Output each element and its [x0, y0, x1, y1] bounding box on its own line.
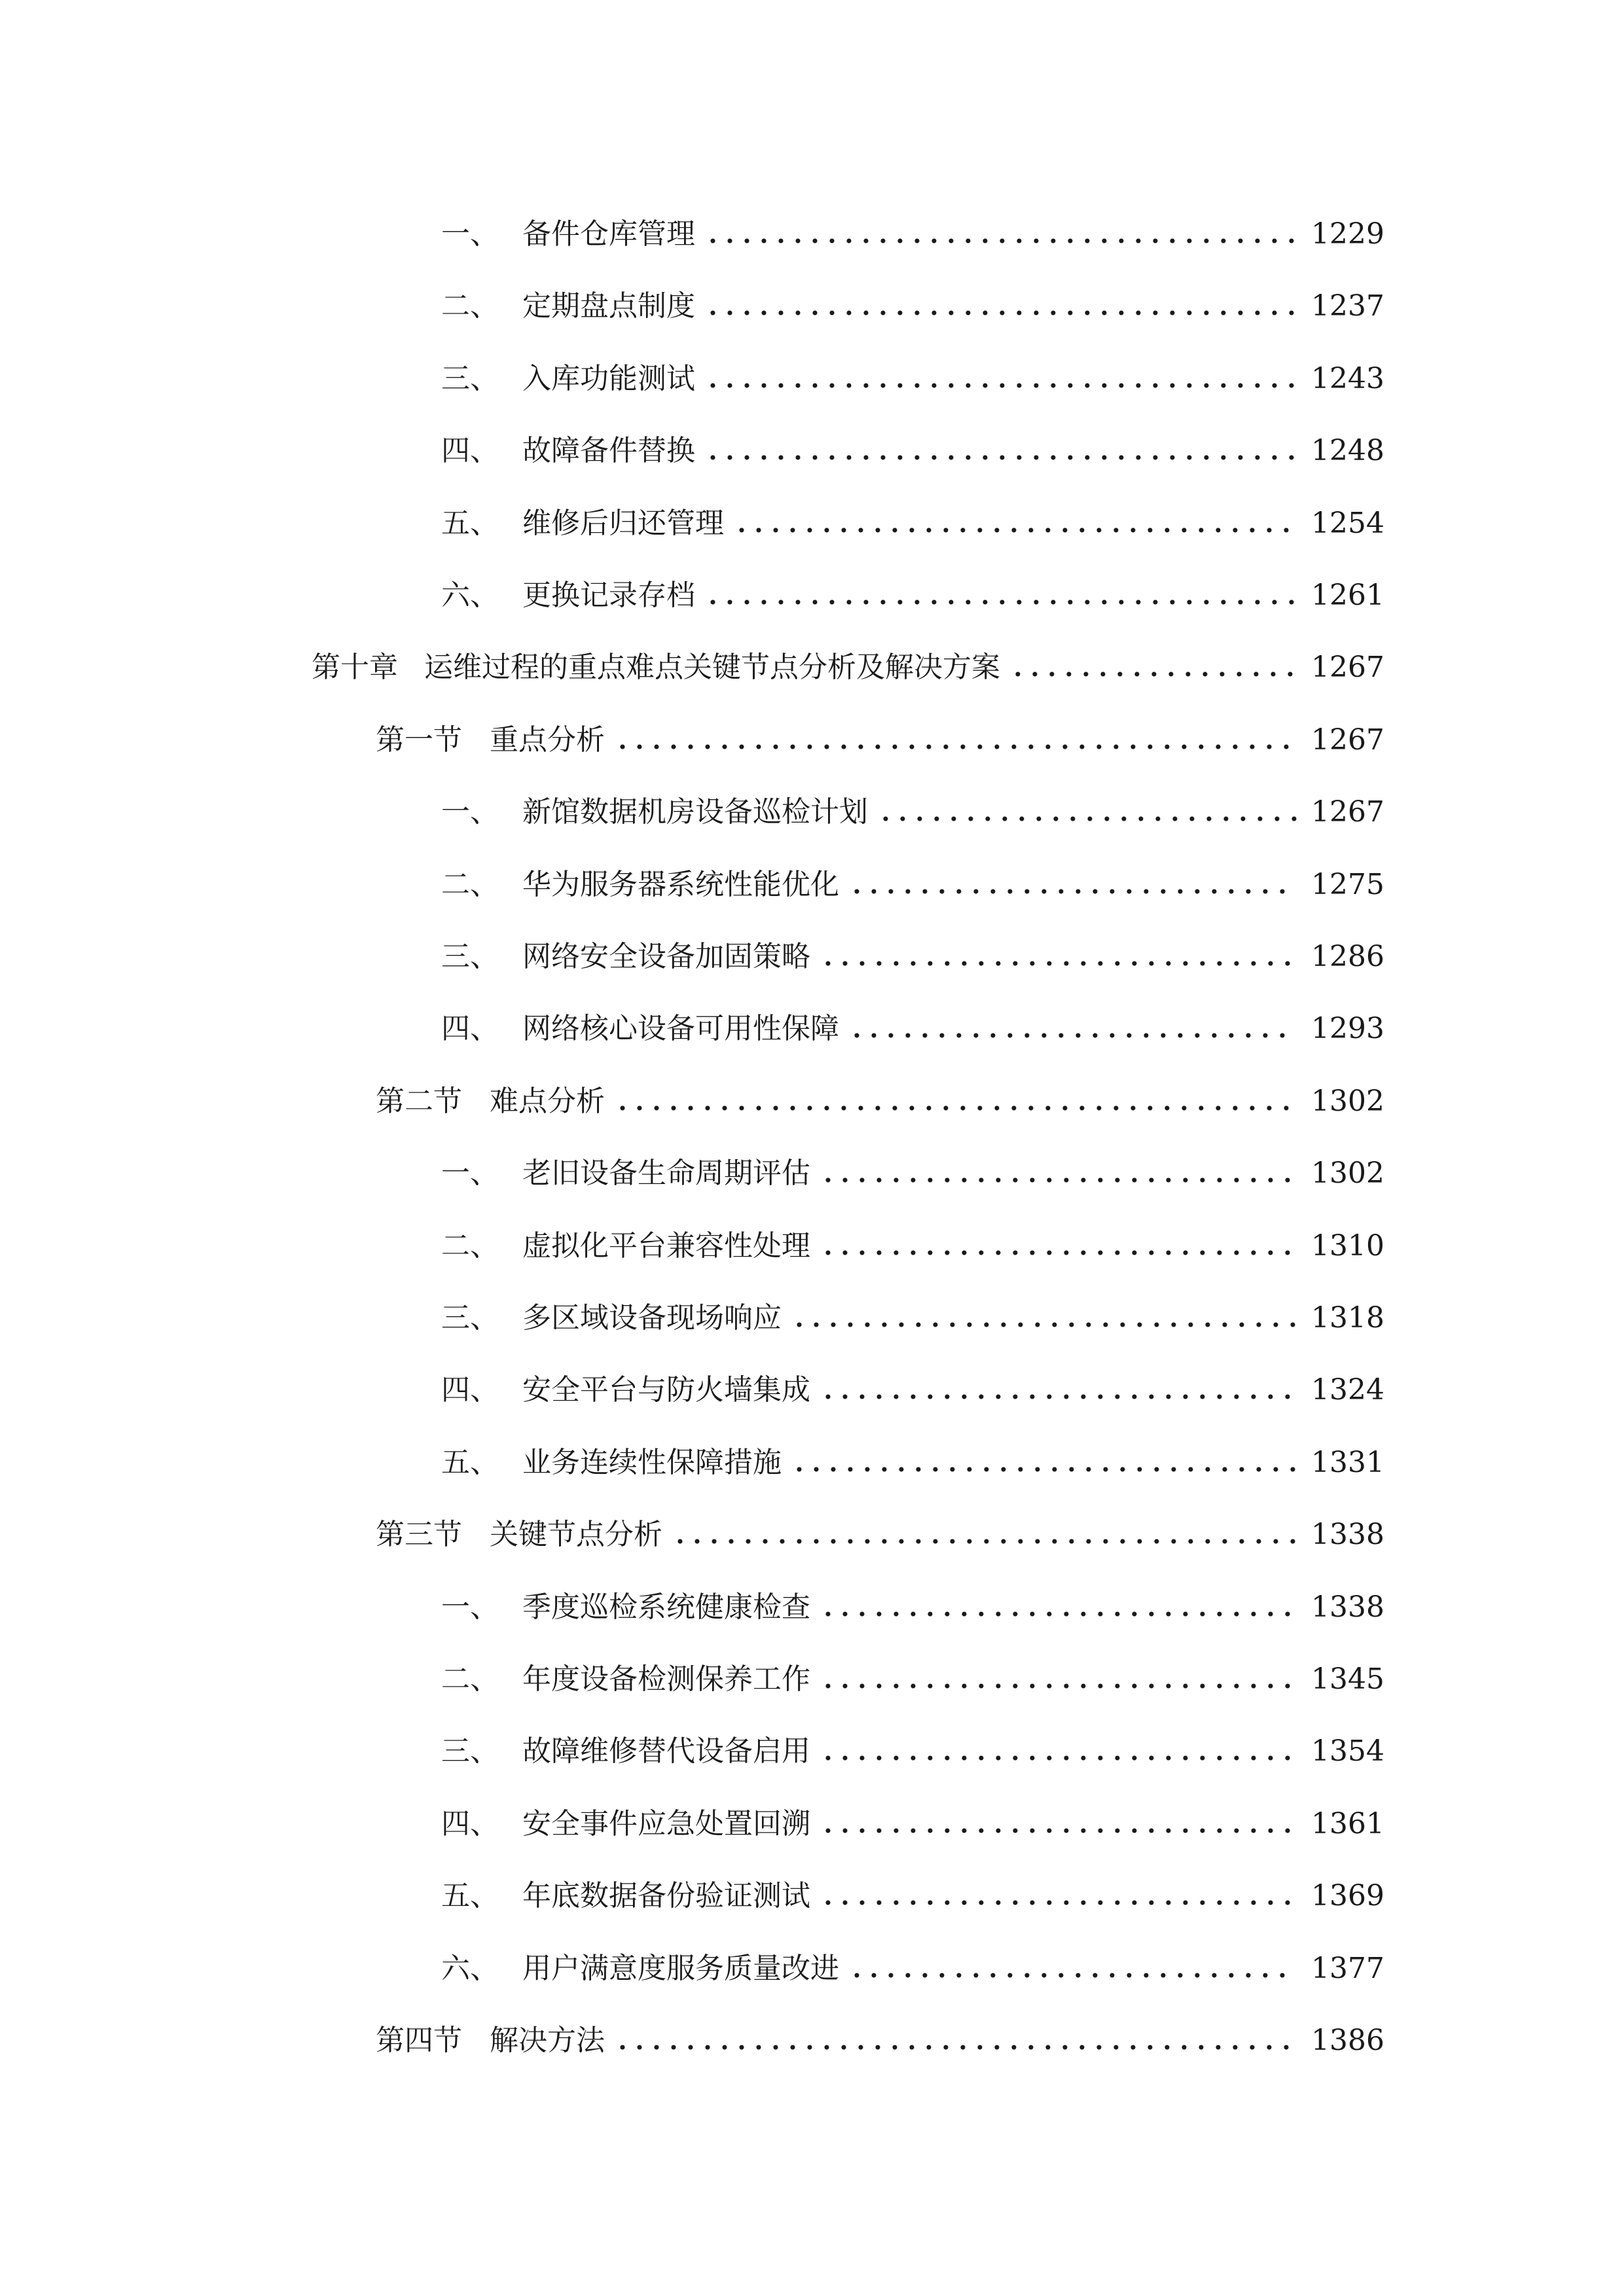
toc-entry-number: 六、	[441, 579, 499, 612]
toc-entry-number: 三、	[441, 361, 499, 395]
toc-entry-number: 三、	[441, 1734, 499, 1768]
toc-dot-leader	[614, 744, 1297, 750]
toc-entry-page-number: 1310	[1311, 1229, 1384, 1263]
toc-entry-page-number: 1302	[1311, 1084, 1384, 1118]
toc-entry-number: 三、	[441, 1301, 499, 1335]
toc-entry-title: 业务连续性保障措施	[522, 1445, 782, 1479]
toc-entry-number: 第十章	[312, 651, 398, 685]
toc-entry-page-number: 1275	[1311, 867, 1384, 901]
toc-entry-item[interactable]	[441, 348, 1384, 395]
toc-entry-title: 运维过程的重点难点关键节点分析及解决方案	[424, 651, 1000, 685]
toc-entry-item[interactable]	[441, 1865, 1384, 1913]
toc-entry-number: 第一节	[376, 723, 462, 757]
toc-entry-number: 二、	[441, 1229, 499, 1263]
toc-entry-title: 故障备件替换	[522, 434, 695, 468]
toc-dot-leader	[791, 1321, 1297, 1328]
toc-entry-number: 一、	[441, 795, 499, 829]
toc-entry-number: 五、	[441, 1879, 499, 1913]
toc-entry-item[interactable]	[441, 1287, 1384, 1335]
toc-entry-item[interactable]	[441, 781, 1384, 829]
toc-entry-number: 五、	[441, 1445, 499, 1479]
toc-entry-page-number: 1293	[1311, 1012, 1384, 1046]
toc-entry-page-number: 1248	[1311, 434, 1384, 468]
toc-dot-leader	[820, 1827, 1297, 1834]
toc-entry-title: 华为服务器系统性能优化	[522, 867, 839, 901]
toc-entry-page-number: 1338	[1311, 1518, 1384, 1552]
toc-dot-leader	[704, 382, 1297, 389]
toc-dot-leader	[1009, 671, 1297, 677]
toc-entry-item[interactable]	[441, 1793, 1384, 1840]
toc-entry-number: 二、	[441, 289, 499, 323]
toc-entry-page-number: 1229	[1311, 217, 1384, 251]
toc-dot-leader	[848, 1972, 1297, 1979]
toc-entry-title: 更换记录存档	[522, 579, 695, 612]
toc-dot-leader	[820, 1177, 1297, 1183]
toc-entry-title: 入库功能测试	[522, 361, 695, 395]
toc-entry-page-number: 1254	[1311, 506, 1384, 540]
toc-entry-number: 四、	[441, 1806, 499, 1840]
toc-dot-leader	[672, 1538, 1297, 1545]
toc-entry-number: 四、	[441, 434, 499, 468]
toc-entry-section[interactable]	[376, 1503, 1384, 1552]
toc-entry-item[interactable]	[441, 420, 1384, 468]
toc-entry-page-number: 1237	[1311, 289, 1384, 323]
toc-entry-page-number: 1267	[1311, 795, 1384, 829]
toc-entry-number: 二、	[441, 867, 499, 901]
toc-entry-number: 第二节	[376, 1084, 462, 1118]
toc-dot-leader	[848, 1032, 1297, 1039]
toc-entry-chapter[interactable]	[312, 636, 1384, 685]
toc-entry-number: 一、	[441, 1157, 499, 1191]
toc-entry-title: 年底数据备份验证测试	[522, 1879, 810, 1913]
toc-entry-title: 定期盘点制度	[522, 289, 695, 323]
toc-entry-page-number: 1302	[1311, 1157, 1384, 1191]
toc-entry-title: 季度巡检系统健康检查	[522, 1590, 810, 1624]
toc-dot-leader	[820, 1249, 1297, 1256]
toc-dot-leader	[704, 238, 1297, 244]
toc-entry-number: 四、	[441, 1373, 499, 1407]
toc-entry-page-number: 1377	[1311, 1951, 1384, 1985]
toc-entry-number: 二、	[441, 1662, 499, 1696]
toc-entry-title: 新馆数据机房设备巡检计划	[522, 795, 868, 829]
toc-entry-page-number: 1361	[1311, 1806, 1384, 1840]
toc-entry-page-number: 1331	[1311, 1445, 1384, 1479]
toc-entry-item[interactable]	[441, 1576, 1384, 1624]
toc-dot-leader	[820, 1755, 1297, 1761]
toc-entry-item[interactable]	[441, 1431, 1384, 1479]
toc-dot-leader	[704, 310, 1297, 316]
toc-entry-title: 用户满意度服务质量改进	[522, 1951, 839, 1985]
toc-entry-item[interactable]	[441, 853, 1384, 901]
toc-entry-number: 一、	[441, 217, 499, 251]
toc-entry-title: 重点分析	[490, 723, 605, 757]
toc-entry-item[interactable]	[441, 1937, 1384, 1985]
toc-dot-leader	[848, 888, 1297, 895]
toc-entry-page-number: 1354	[1311, 1734, 1384, 1768]
toc-entry-title: 关键节点分析	[490, 1518, 662, 1552]
toc-entry-title: 安全事件应急处置回溯	[522, 1806, 810, 1840]
toc-dot-leader	[820, 960, 1297, 967]
toc-dot-leader	[791, 1466, 1297, 1473]
toc-dot-leader	[820, 1899, 1297, 1906]
toc-entry-section[interactable]	[376, 2009, 1384, 2057]
toc-dot-leader	[877, 816, 1297, 822]
toc-entry-title: 备件仓库管理	[522, 217, 695, 251]
toc-entry-title: 老旧设备生命周期评估	[522, 1157, 810, 1191]
toc-entry-title: 维修后归还管理	[522, 506, 724, 540]
toc-entry-item[interactable]	[441, 997, 1384, 1046]
toc-dot-leader	[704, 454, 1297, 461]
toc-entry-number: 六、	[441, 1951, 499, 1985]
toc-entry-section[interactable]	[376, 709, 1384, 757]
toc-entry-item[interactable]	[441, 275, 1384, 323]
toc-dot-leader	[733, 527, 1297, 533]
toc-dot-leader	[820, 1683, 1297, 1689]
toc-entry-number: 五、	[441, 506, 499, 540]
toc-entry-item[interactable]	[441, 1648, 1384, 1696]
toc-entry-item[interactable]	[441, 1215, 1384, 1263]
toc-entry-title: 安全平台与防火墙集成	[522, 1373, 810, 1407]
toc-entry-title: 年度设备检测保养工作	[522, 1662, 810, 1696]
toc-entry-page-number: 1243	[1311, 361, 1384, 395]
toc-entry-item[interactable]	[441, 925, 1384, 973]
toc-dot-leader	[614, 1105, 1297, 1111]
toc-entry-number: 一、	[441, 1590, 499, 1624]
toc-entry-item[interactable]	[441, 203, 1384, 251]
toc-entry-page-number: 1386	[1311, 2024, 1384, 2057]
toc-entry-section[interactable]	[376, 1070, 1384, 1118]
toc-entry-page-number: 1261	[1311, 579, 1384, 612]
toc-entry-page-number: 1286	[1311, 940, 1384, 973]
toc-entry-page-number: 1267	[1311, 723, 1384, 757]
toc-entry-number: 四、	[441, 1012, 499, 1046]
toc-dot-leader	[614, 2044, 1297, 2051]
toc-dot-leader	[704, 599, 1297, 605]
toc-entry-page-number: 1267	[1311, 651, 1384, 685]
toc-entry-page-number: 1324	[1311, 1373, 1384, 1407]
toc-entry-number: 三、	[441, 940, 499, 973]
toc-entry-item[interactable]	[441, 492, 1384, 540]
toc-entry-item[interactable]	[441, 1359, 1384, 1407]
toc-entry-page-number: 1345	[1311, 1662, 1384, 1696]
toc-entry-item[interactable]	[441, 1720, 1384, 1768]
toc-entry-number: 第三节	[376, 1518, 462, 1552]
toc-entry-item[interactable]	[441, 564, 1384, 612]
toc-entry-page-number: 1369	[1311, 1879, 1384, 1913]
toc-entry-title: 多区域设备现场响应	[522, 1301, 782, 1335]
toc-entry-page-number: 1318	[1311, 1301, 1384, 1335]
toc-entry-title: 虚拟化平台兼容性处理	[522, 1229, 810, 1263]
toc-dot-leader	[820, 1611, 1297, 1617]
toc-dot-leader	[820, 1393, 1297, 1400]
toc-entry-title: 故障维修替代设备启用	[522, 1734, 810, 1768]
toc-entry-title: 解决方法	[490, 2024, 605, 2057]
toc-entry-title: 难点分析	[490, 1084, 605, 1118]
toc-entry-title: 网络安全设备加固策略	[522, 940, 810, 973]
toc-entry-page-number: 1338	[1311, 1590, 1384, 1624]
toc-entry-item[interactable]	[441, 1142, 1384, 1191]
toc-entry-number: 第四节	[376, 2024, 462, 2057]
toc-entry-title: 网络核心设备可用性保障	[522, 1012, 839, 1046]
